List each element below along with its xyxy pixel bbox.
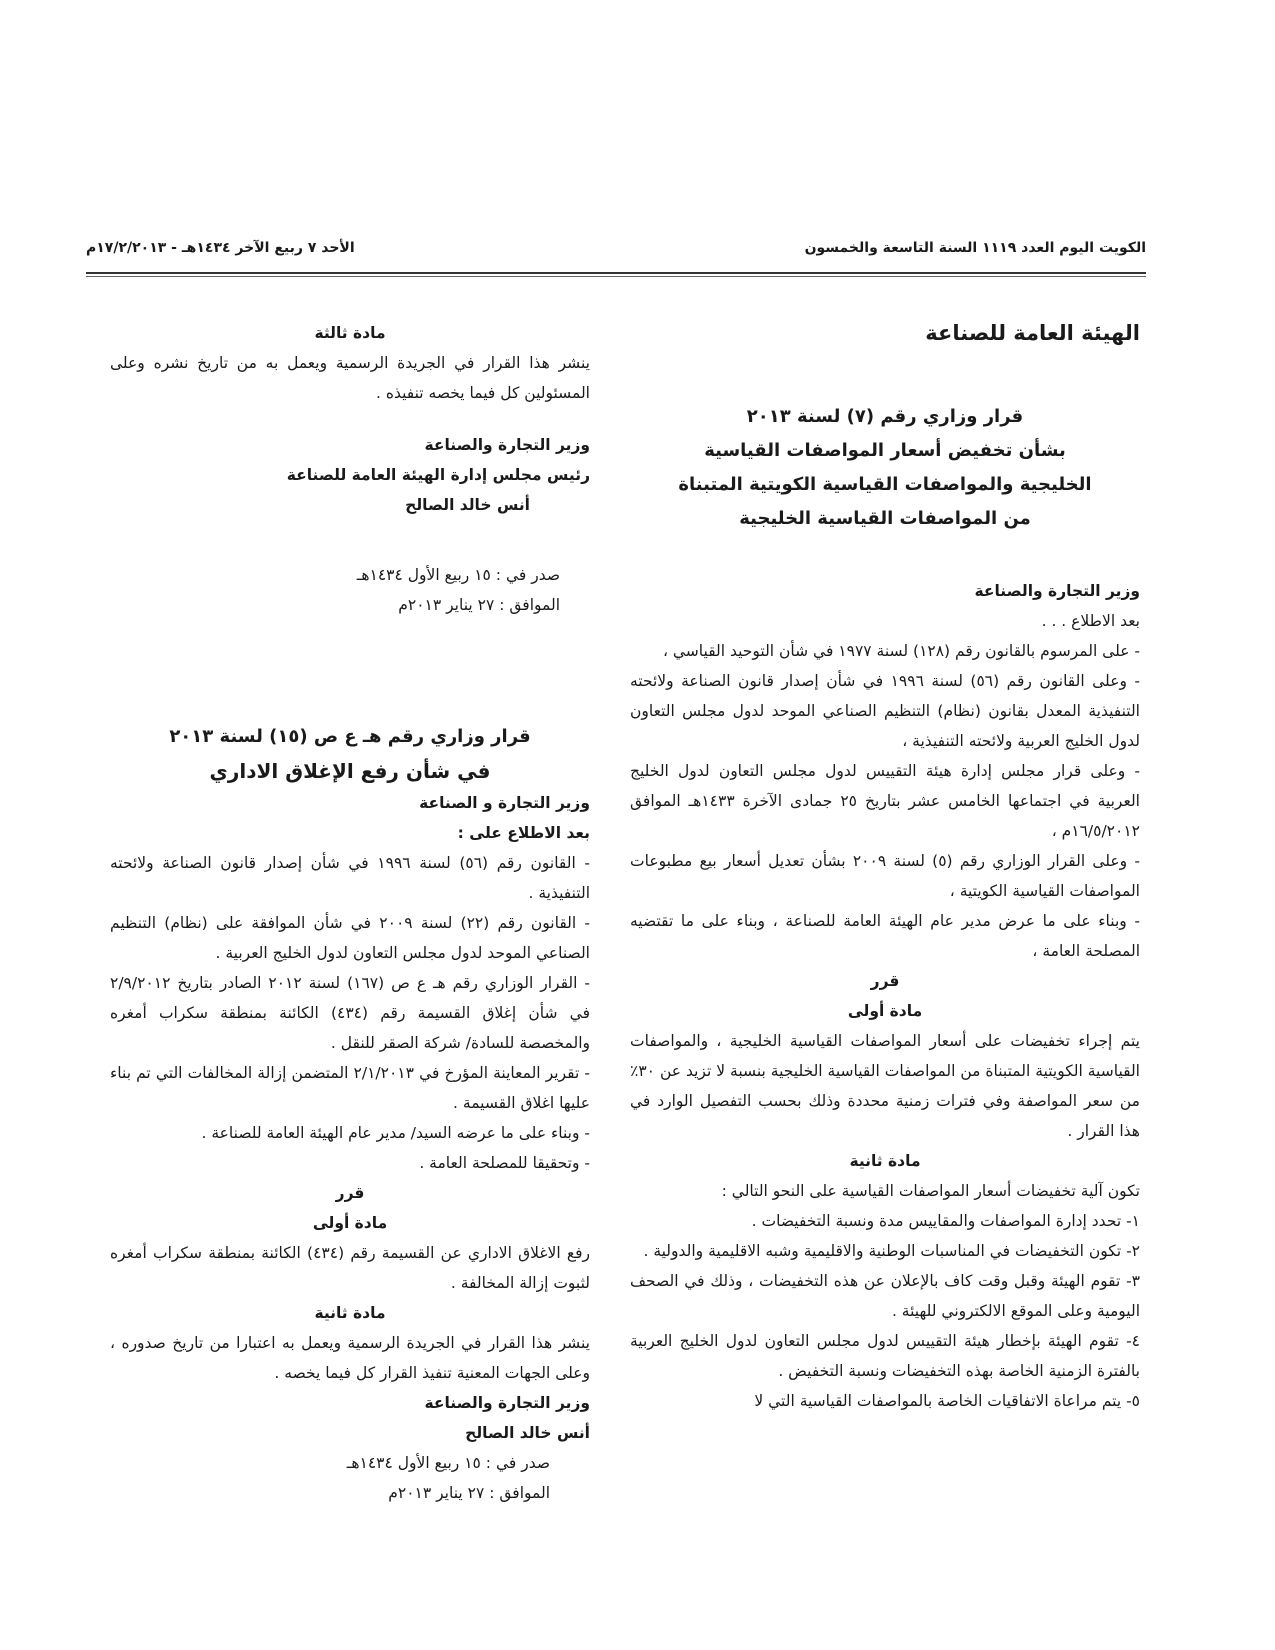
signature-line: وزير التجارة والصناعة [424, 1394, 590, 1412]
clause: - وبناء على ما عرض مدير عام الهيئة العامة للصناعة ، وبناء على ما تقتضيه المصلحة العامة ، [630, 912, 1140, 960]
decision-title-line: قرار وزاري رقم (٧) لسنة ٢٠١٣ [746, 406, 1024, 427]
after-review: بعد الاطلاع على : [457, 824, 590, 842]
decision2-title: قرار وزاري رقم هـ ع ص (١٥) لسنة ٢٠١٣ [169, 726, 531, 747]
article-text: رفع الاغلاق الاداري عن القسيمة رقم (٤٣٤) الكائنة بمنطقة سكراب أمغره لثبوت إزالة المخالفة . [110, 1244, 590, 1292]
decides-heading: قرر [335, 1184, 365, 1202]
decision-title-line: بشأن تخفيض أسعار المواصفات القياسية [704, 440, 1066, 461]
list-item: ٥- يتم مراعاة الاتفاقيات الخاصة بالمواصفات القياسية التي لا [754, 1392, 1140, 1410]
clause: - القانون رقم (٥٦) لسنة ١٩٩٦ في شأن إصدار قانون الصناعة ولائحته التنفيذية . [110, 854, 590, 902]
clause: - تقرير المعاينة المؤرخ في ٢/١/٢٠١٣ المتضمن إزالة المخالفات التي تم بناء عليها اغلاق القسيمة . [110, 1064, 590, 1112]
signature-name: أنس خالد الصالح [465, 1424, 590, 1442]
decides-heading: قرر [870, 972, 900, 990]
minister-heading: وزير التجارة و الصناعة [419, 794, 590, 812]
header-date: الأحد ٧ ربيع الآخر ١٤٣٤هـ - ١٧/٢/٢٠١٣م [86, 240, 355, 256]
header-rule-thin [86, 276, 1146, 277]
clause: - وبناء على ما عرضه السيد/ مدير عام الهيئة العامة للصناعة . [201, 1124, 590, 1142]
list-item: ٣- تقوم الهيئة وقبل وقت كاف بالإعلان عن هذه التخفيضات ، وذلك في الصحف اليومية وعلى الموقع الالكتروني للهيئة . [630, 1272, 1140, 1320]
clause: - وتحقيقا للمصلحة العامة . [419, 1154, 590, 1172]
decision-title-line: الخليجية والمواصفات القياسية الكويتية المتبناة [678, 474, 1092, 495]
minister-heading: وزير التجارة والصناعة [974, 582, 1140, 600]
article-text: يتم إجراء تخفيضات على أسعار المواصفات القياسية الخليجية ، والمواصفات القياسية الكويتية المتبناة من المواصفات القياسية الخليجية بنسبة لا تزيد عن ٣٠٪ من سعر المواصفة وفي فترات زمنية محددة وذلك بحسب التفصيل الوارد في هذا القرار . [630, 1032, 1140, 1140]
clause: - على المرسوم بالقانون رقم (١٢٨) لسنة ١٩٧٧ في شأن التوحيد القياسي ، [662, 642, 1140, 660]
issued-date: صدر في : ١٥ ربيع الأول ١٤٣٤هـ [356, 566, 560, 584]
article-title: مادة أولى [847, 1002, 923, 1020]
left-column [110, 318, 590, 1508]
header-rule [86, 272, 1146, 274]
signature-line: رئيس مجلس إدارة الهيئة العامة للصناعة [286, 466, 590, 484]
issued-date: صدر في : ١٥ ربيع الأول ١٤٣٤هـ [346, 1454, 550, 1472]
header-issue-info: الكويت اليوم العدد ١١١٩ السنة التاسعة والخمسون [804, 240, 1146, 256]
article-title: مادة ثالثة [314, 324, 386, 342]
after-review: بعد الاطلاع . . . [1041, 612, 1140, 630]
right-column [630, 318, 1140, 1416]
list-item: ١- تحدد إدارة المواصفات والمقاييس مدة ونسبة التخفيضات . [751, 1212, 1140, 1230]
signature-line: وزير التجارة والصناعة [424, 436, 590, 454]
org-title: الهيئة العامة للصناعة [925, 321, 1140, 345]
list-item: ٢- تكون التخفيضات في المناسبات الوطنية والاقليمية وشبه الاقليمية والدولية . [643, 1242, 1140, 1260]
clause: - القرار الوزاري رقم هـ ع ص (١٦٧) لسنة ٢٠١٢ الصادر بتاريخ ٢/٩/٢٠١٢ في شأن إغلاق القسيمة رقم (٤٣٤) الكائنة بمنطقة سكراب أمغره والمخصصة للسادة/ شركة الصقر للنقل . [110, 974, 590, 1052]
article-text: ينشر هذا القرار في الجريدة الرسمية ويعمل به اعتبارا من تاريخ صدوره ، وعلى الجهات المعنية تنفيذ القرار كل فيما يخصه . [110, 1334, 590, 1382]
clause: - وعلى القانون رقم (٥٦) لسنة ١٩٩٦ في شأن إصدار قانون الصناعة ولائحته التنفيذية المعدل بقانون (نظام) التنظيم الصناعي الموحد لدول مجلس التعاون لدول الخليج العربية ولائحته التنفيذية ، [630, 672, 1140, 750]
article-title: مادة ثانية [314, 1304, 386, 1322]
clause: - وعلى قرار مجلس إدارة هيئة التقييس لدول مجلس التعاون لدول الخليج العربية في اجتماعها الخامس عشر بتاريخ ٢٥ جمادى الآخرة ١٤٣٣هـ الموافق ١٦/٥/٢٠١٢م ، [630, 762, 1140, 840]
clause: - وعلى القرار الوزاري رقم (٥) لسنة ٢٠٠٩ بشأن تعديل أسعار بيع مطبوعات المواصفات القياسية الكويتية ، [630, 852, 1140, 900]
article-text: ينشر هذا القرار في الجريدة الرسمية ويعمل به من تاريخ نشره وعلى المسئولين كل فيما يخصه تنفيذه . [110, 354, 590, 402]
clause: - القانون رقم (٢٢) لسنة ٢٠٠٩ في شأن الموافقة على (نظام) التنظيم الصناعي الموحد لدول مجلس التعاون لدول الخليج العربية . [110, 914, 590, 962]
article-text: تكون آلية تخفيضات أسعار المواصفات القياسية على النحو التالي : [721, 1182, 1140, 1200]
corresponding-date: الموافق : ٢٧ يناير ٢٠١٣م [388, 1484, 550, 1502]
article-title: مادة أولى [312, 1214, 388, 1232]
decision2-subtitle: في شأن رفع الإغلاق الاداري [209, 759, 491, 783]
page-header [86, 240, 1146, 262]
decision-title-line: من المواصفات القياسية الخليجية [739, 508, 1031, 529]
signature-name: أنس خالد الصالح [405, 496, 530, 514]
article-title: مادة ثانية [849, 1152, 921, 1170]
corresponding-date: الموافق : ٢٧ يناير ٢٠١٣م [398, 596, 560, 614]
list-item: ٤- تقوم الهيئة بإخطار هيئة التقييس لدول مجلس التعاون لدول الخليج العربية بالفترة الزمنية الخاصة بهذه التخفيضات ونسبة التخفيض . [630, 1332, 1140, 1380]
